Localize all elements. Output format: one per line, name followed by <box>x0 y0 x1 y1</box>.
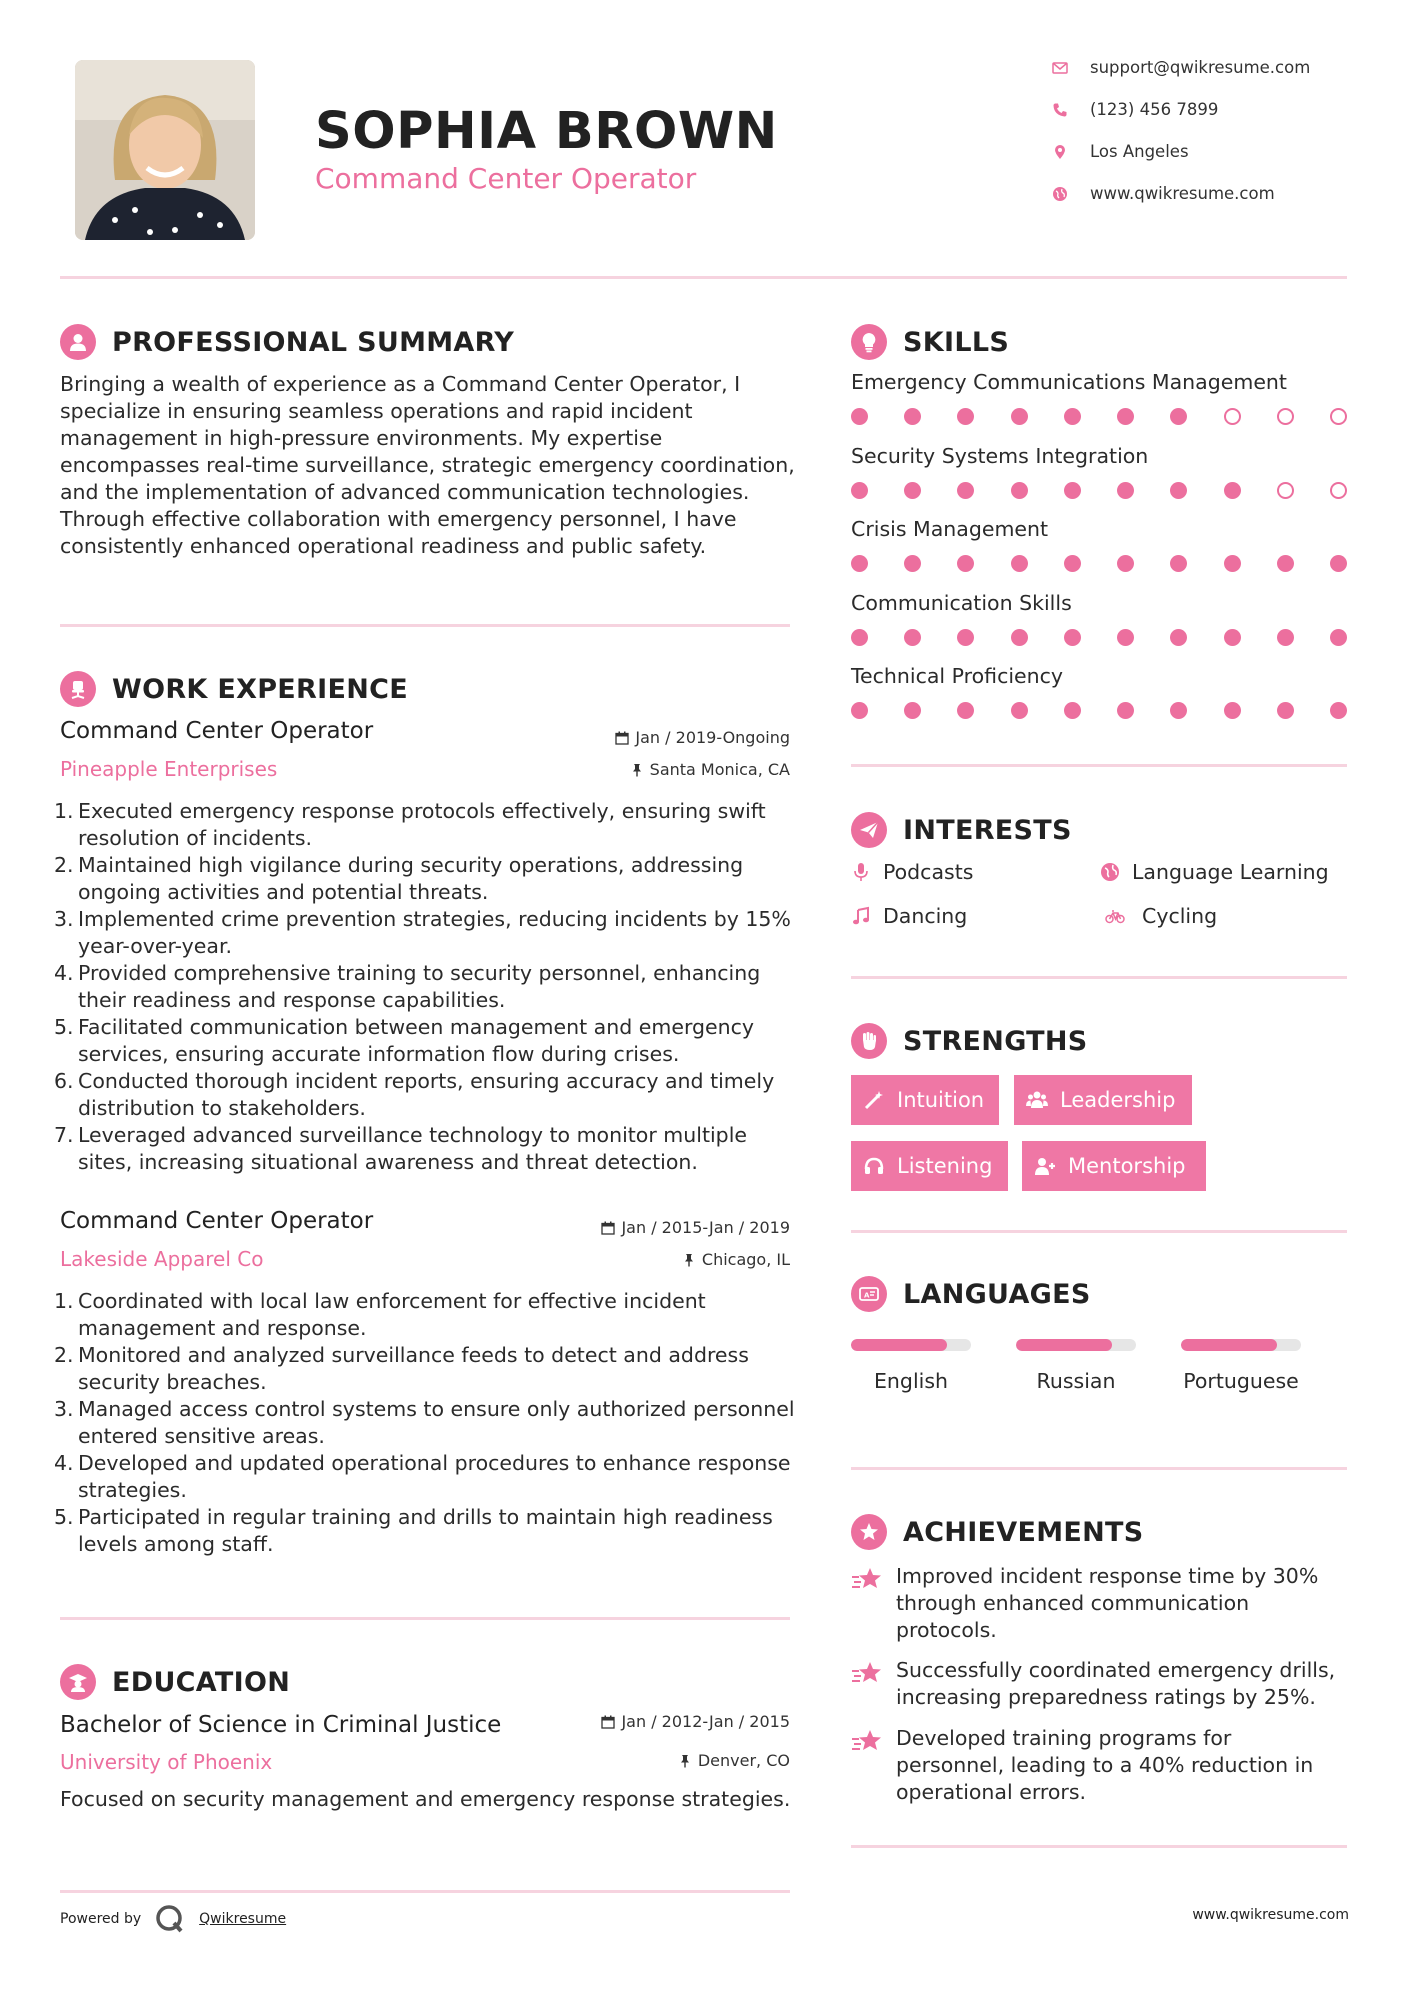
skill-name: Crisis Management <box>851 517 1049 541</box>
language-level-bar <box>1181 1339 1301 1351</box>
interests-divider <box>851 976 1347 979</box>
interests-heading <box>851 812 1072 848</box>
contact-website-text: www.qwikresume.com <box>1090 184 1275 203</box>
experience-heading <box>60 671 408 707</box>
music-note-icon <box>851 906 871 926</box>
footer-website[interactable]: www.qwikresume.com <box>1192 1907 1349 1923</box>
rating-dot-filled <box>1117 555 1134 572</box>
pushpin-icon <box>682 1253 696 1267</box>
strengths-title: STRENGTHS <box>903 1025 1088 1057</box>
rating-dot-filled <box>1330 629 1347 646</box>
achievement-1 <box>851 1563 1344 1644</box>
raised-fist-icon <box>851 1023 887 1059</box>
achievement-2 <box>851 1657 1344 1711</box>
list-item: 4. Provided comprehensive training to security personnel, enhancing their readiness and response capabilities. <box>54 961 761 1012</box>
rating-dot-filled <box>1277 555 1294 572</box>
list-item: 3. Managed access control systems to ensure only authorized personnel entered sensitive areas. <box>54 1397 795 1448</box>
rating-dot-filled <box>904 629 921 646</box>
powered-by-label: Powered by <box>60 1911 142 1927</box>
contact-location-text: Los Angeles <box>1090 142 1189 161</box>
rating-dot-filled <box>1064 408 1081 425</box>
graduate-icon <box>60 1664 96 1700</box>
rating-dot-filled <box>851 555 868 572</box>
envelope-icon <box>1052 60 1068 76</box>
contact-phone-text: (123) 456 7899 <box>1090 100 1219 119</box>
skills-title: SKILLS <box>903 326 1010 358</box>
interest-label: Language Learning <box>1132 860 1329 884</box>
language-level-fill <box>1016 1339 1112 1351</box>
footer-powered-by <box>60 1904 286 1934</box>
rating-dot-filled <box>904 482 921 499</box>
languages-title: LANGUAGES <box>903 1278 1091 1310</box>
users-icon <box>1026 1089 1048 1111</box>
achievement-text: Improved incident response time by 30% through enhanced communication protocols. <box>896 1564 1319 1642</box>
rating-dot-filled <box>904 555 921 572</box>
job-1-company: Pineapple Enterprises <box>60 757 278 781</box>
skill-rating <box>851 408 1347 425</box>
interest-language-learning <box>1100 860 1329 884</box>
pushpin-icon <box>630 763 644 777</box>
language-name: Portuguese <box>1183 1369 1299 1393</box>
languages-heading <box>851 1276 1091 1312</box>
education-location <box>530 1751 790 1770</box>
microphone-icon <box>851 862 871 882</box>
job-2-date-text: Jan / 2015-Jan / 2019 <box>621 1218 790 1237</box>
interest-label: Dancing <box>883 904 968 928</box>
shooting-star-icon <box>851 1727 883 1755</box>
rating-dot-filled <box>957 702 974 719</box>
rating-dot-filled <box>957 629 974 646</box>
skill-rating <box>851 482 1347 499</box>
achievements-heading <box>851 1514 1144 1550</box>
pushpin-icon <box>678 1754 692 1768</box>
language-level-fill <box>1181 1339 1277 1351</box>
education-heading <box>60 1664 290 1700</box>
rating-dot-filled <box>1117 629 1134 646</box>
rating-dot-filled <box>1170 482 1187 499</box>
shooting-star-icon <box>851 1565 883 1593</box>
rating-dot-empty <box>1224 408 1241 425</box>
list-item: 4. Developed and updated operational procedures to enhance response strategies. <box>54 1451 791 1502</box>
list-item: 3. Implemented crime prevention strategies, reducing incidents by 15% year-over-year. <box>54 907 791 958</box>
bicycle-icon <box>1100 906 1130 926</box>
strength-label: Listening <box>897 1154 993 1178</box>
job-2-location-text: Chicago, IL <box>701 1250 790 1269</box>
achievement-text: Successfully coordinated emergency drills, increasing preparedness ratings by 25%. <box>896 1658 1336 1709</box>
rating-dot-filled <box>904 408 921 425</box>
globe-icon <box>1052 186 1068 202</box>
header-divider <box>60 276 1347 279</box>
rating-dot-filled <box>1224 555 1241 572</box>
strength-intuition <box>851 1075 999 1125</box>
job-2-date <box>530 1218 790 1237</box>
rating-dot-filled <box>1117 482 1134 499</box>
rating-dot-empty <box>1277 482 1294 499</box>
rating-dot-filled <box>851 702 868 719</box>
skill-rating <box>851 555 1347 572</box>
office-chair-icon <box>60 671 96 707</box>
rating-dot-filled <box>851 408 868 425</box>
map-pin-icon <box>1052 144 1068 160</box>
skill-name: Communication Skills <box>851 590 1072 615</box>
skill-rating <box>851 629 1347 646</box>
languages-divider <box>851 1467 1347 1470</box>
language-name: Russian <box>1036 1369 1116 1393</box>
rating-dot-filled <box>1011 408 1028 425</box>
interest-cycling <box>1100 904 1217 928</box>
education-date <box>530 1712 790 1731</box>
headphones-icon <box>863 1155 885 1177</box>
education-title: EDUCATION <box>112 1666 291 1698</box>
strength-listening <box>851 1141 1008 1191</box>
list-item: 5. Participated in regular training and drills to maintain high readiness levels among staff. <box>54 1505 773 1556</box>
summary-text: Bringing a wealth of experience as a Command Center Operator, I specialize in ensuring seamless operations and rapid incident management in high-pressure environments. My expertise encompasses real-time surveillance, strategic emergency coordination, and the implementation of advanced communication technologies. Through effective collaboration with emergency personnel, I have consistently enhanced operational readiness and public safety. <box>60 372 795 558</box>
job-1-date <box>530 728 790 747</box>
calendar-icon <box>615 731 629 745</box>
language-name: English <box>873 1369 949 1393</box>
rating-dot-filled <box>957 482 974 499</box>
achievements-title: ACHIEVEMENTS <box>903 1516 1144 1548</box>
interests-title: INTERESTS <box>903 814 1072 846</box>
rating-dot-filled <box>1277 629 1294 646</box>
strength-label: Leadership <box>1060 1088 1176 1112</box>
summary-title: PROFESSIONAL SUMMARY <box>112 326 515 358</box>
rating-dot-filled <box>1117 408 1134 425</box>
rating-dot-filled <box>1224 482 1241 499</box>
rating-dot-filled <box>1277 702 1294 719</box>
contact-location <box>1052 142 1352 161</box>
skills-divider <box>851 764 1347 767</box>
contact-phone[interactable] <box>1052 100 1352 119</box>
job-2-title: Command Center Operator <box>60 1208 374 1234</box>
interest-label: Cycling <box>1142 904 1218 928</box>
rating-dot-filled <box>851 482 868 499</box>
list-item: 6. Conducted thorough incident reports, ensuring accuracy and timely distribution to stakeholders. <box>54 1069 775 1120</box>
calendar-icon <box>601 1221 615 1235</box>
job-2-company: Lakeside Apparel Co <box>60 1247 264 1271</box>
list-item: 2. Monitored and analyzed surveillance feeds to detect and address security breaches. <box>54 1343 749 1394</box>
rating-dot-empty <box>1330 482 1347 499</box>
rating-dot-filled <box>1064 482 1081 499</box>
rating-dot-filled <box>1011 629 1028 646</box>
calendar-icon <box>601 1715 615 1729</box>
candidate-name: SOPHIA BROWN <box>315 102 778 161</box>
lightbulb-icon <box>851 324 887 360</box>
language-level-bar <box>1016 1339 1136 1351</box>
job-1-location <box>530 760 790 779</box>
rating-dot-filled <box>1011 702 1028 719</box>
strength-leadership <box>1014 1075 1192 1125</box>
rating-dot-filled <box>1117 702 1134 719</box>
language-level-bar <box>851 1339 971 1351</box>
rating-dot-filled <box>1224 629 1241 646</box>
experience-title: WORK EXPERIENCE <box>112 673 408 705</box>
achievement-text: Developed training programs for personnel, leading to a 40% reduction in operational errors. <box>896 1726 1314 1804</box>
job-2-location <box>530 1250 790 1269</box>
interest-label: Podcasts <box>883 860 974 884</box>
phone-icon <box>1052 102 1068 118</box>
rating-dot-filled <box>957 555 974 572</box>
list-item: 7. Leveraged advanced surveillance technology to monitor multiple sites, increasing situational awareness and threat detection. <box>54 1123 748 1174</box>
rating-dot-empty <box>1277 408 1294 425</box>
paper-plane-icon <box>851 812 887 848</box>
rating-dot-filled <box>851 629 868 646</box>
rating-dot-filled <box>1064 702 1081 719</box>
svg-text:A: A <box>864 1291 870 1300</box>
language-level-fill <box>851 1339 947 1351</box>
candidate-title: Command Center Operator <box>315 162 697 195</box>
rating-dot-filled <box>1170 408 1187 425</box>
profile-photo <box>75 60 255 240</box>
strengths-heading <box>851 1023 1088 1059</box>
contact-email[interactable] <box>1052 58 1352 77</box>
strength-label: Intuition <box>897 1088 985 1112</box>
achievements-divider <box>851 1845 1347 1848</box>
list-item: 1. Executed emergency response protocols effectively, ensuring swift resolution of incidents. <box>54 799 766 850</box>
skill-name: Technical Proficiency <box>851 664 1064 688</box>
rating-dot-filled <box>957 408 974 425</box>
skill-name: Emergency Communications Management <box>851 370 1287 394</box>
magic-wand-icon <box>863 1089 885 1111</box>
shooting-star-icon <box>851 1659 883 1687</box>
strength-mentorship <box>1022 1141 1206 1191</box>
rating-dot-filled <box>1170 555 1187 572</box>
rating-dot-filled <box>1064 555 1081 572</box>
education-divider <box>60 1890 790 1893</box>
school-name: University of Phoenix <box>60 1750 273 1774</box>
contact-website[interactable] <box>1052 184 1352 203</box>
job-1-title: Command Center Operator <box>60 718 374 744</box>
globe-icon <box>1100 862 1120 882</box>
education-location-text: Denver, CO <box>697 1751 790 1770</box>
user-plus-icon <box>1034 1155 1056 1177</box>
job-1-date-text: Jan / 2019-Ongoing <box>635 728 790 747</box>
interest-podcasts <box>851 860 973 884</box>
job-1-location-text: Santa Monica, CA <box>649 760 790 779</box>
job-2-responsibilities <box>54 1288 795 1558</box>
degree-title: Bachelor of Science in Criminal Justice <box>60 1712 502 1738</box>
rating-dot-filled <box>1064 629 1081 646</box>
summary-divider <box>60 624 790 627</box>
list-item: 2. Maintained high vigilance during security operations, addressing ongoing activities and potential threats. <box>54 853 744 904</box>
footer-brand-link[interactable]: Qwikresume <box>199 1911 287 1927</box>
rating-dot-filled <box>1011 482 1028 499</box>
list-item: 5. Facilitated communication between management and emergency services, ensuring accurate information flow during crises. <box>54 1015 755 1066</box>
rating-dot-filled <box>904 702 921 719</box>
education-description: Focused on security management and emergency response strategies. <box>60 1787 791 1811</box>
rating-dot-filled <box>1170 702 1187 719</box>
summary-heading <box>60 324 514 360</box>
interest-dancing <box>851 904 967 928</box>
skills-heading <box>851 324 1009 360</box>
rating-dot-filled <box>1330 702 1347 719</box>
rating-dot-empty <box>1330 408 1347 425</box>
language-card-icon <box>851 1276 887 1312</box>
job-1-responsibilities <box>54 798 795 1176</box>
strengths-divider <box>851 1230 1347 1233</box>
achievement-3 <box>851 1725 1344 1806</box>
user-icon <box>60 324 96 360</box>
skill-rating <box>851 702 1347 719</box>
skill-name: Security Systems Integration <box>851 443 1149 468</box>
rating-dot-filled <box>1224 702 1241 719</box>
list-item: 1. Coordinated with local law enforcement for effective incident management and response. <box>54 1289 706 1340</box>
star-badge-icon <box>851 1514 887 1550</box>
strength-label: Mentorship <box>1068 1154 1186 1178</box>
education-date-text: Jan / 2012-Jan / 2015 <box>621 1712 790 1731</box>
contact-email-text: support@qwikresume.com <box>1090 58 1311 77</box>
experience-divider <box>60 1617 790 1620</box>
qwikresume-logo-icon <box>155 1904 185 1934</box>
rating-dot-filled <box>1011 555 1028 572</box>
rating-dot-filled <box>1330 555 1347 572</box>
rating-dot-filled <box>1170 629 1187 646</box>
